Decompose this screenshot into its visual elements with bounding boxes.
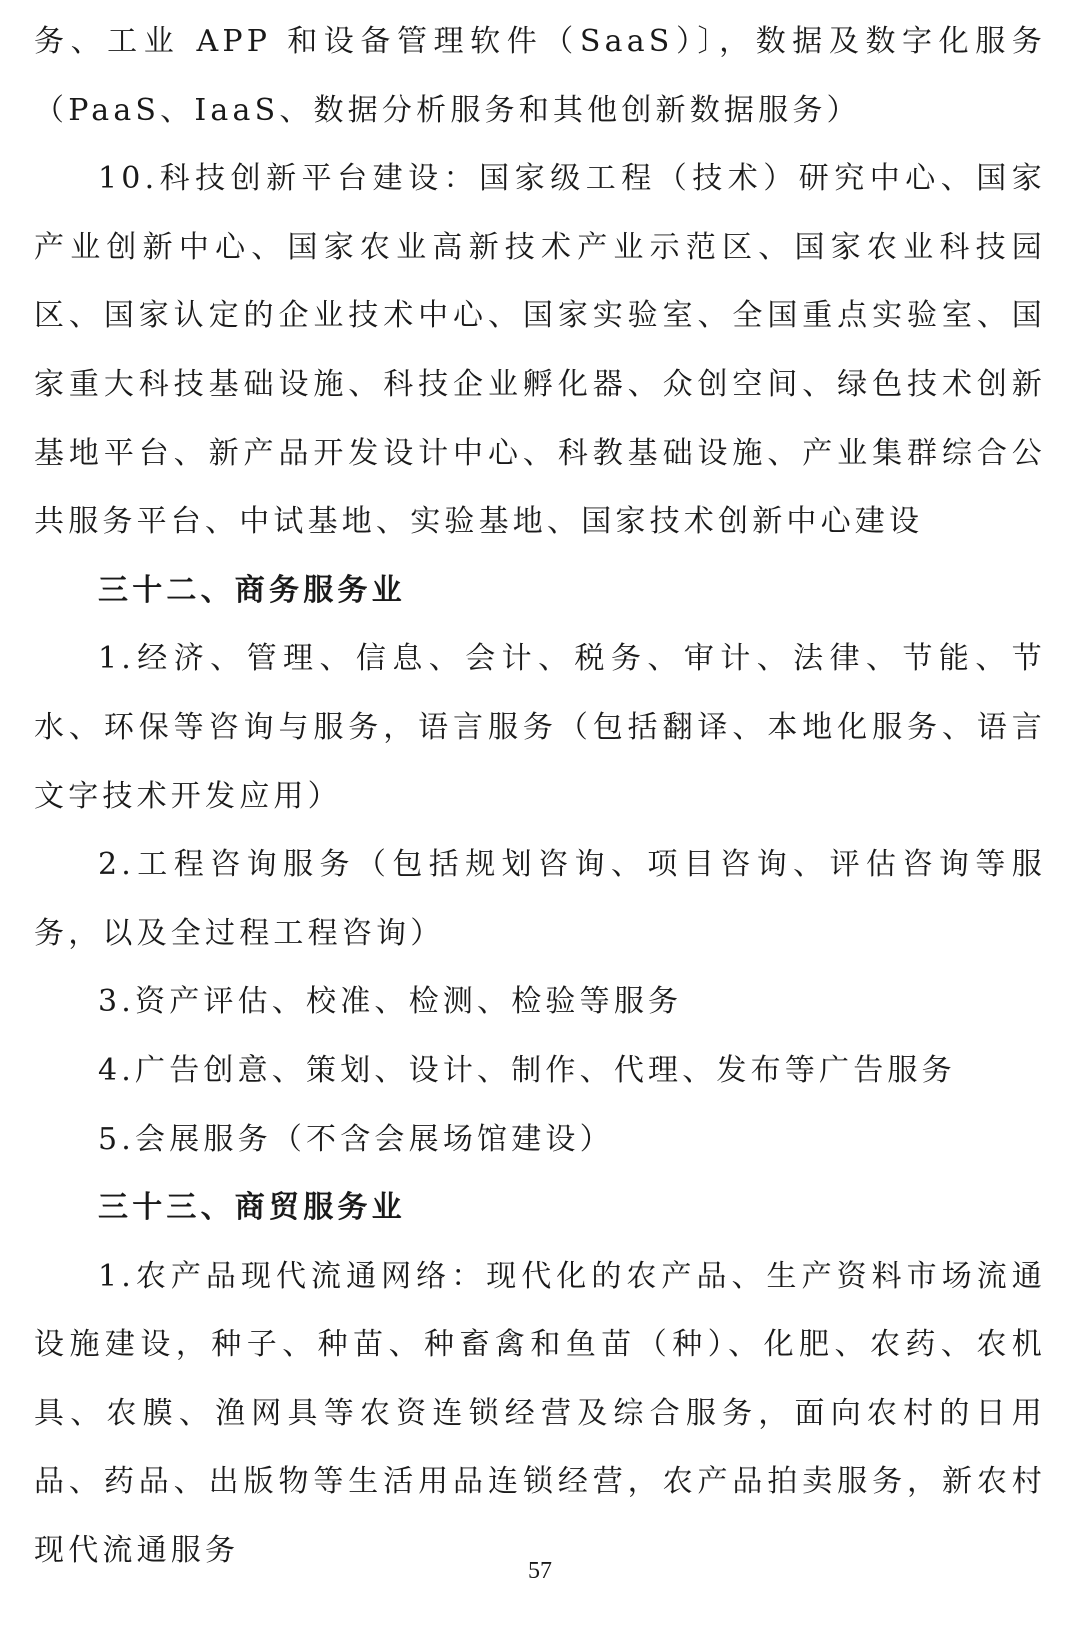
- section-heading-33: 三十三、商贸服务业: [98, 1190, 406, 1226]
- paragraph-item-10: 10.科技创新平台建设：国家级工程（技术）研究中心、国家产业创新中心、国家农业高新技术产业示范区、国家农业科技园区、国家认定的企业技术中心、国家实验室、全国重点实验室、国家重大科技基础设施、科技企业孵化器、众创空间、绿色技术创新基地平台、新产品开发设计中心、科教基础设施、产业集群综合公共服务平台、中试基地、实验基地、国家技术创新中心建设: [34, 161, 1046, 540]
- page-number: 57: [528, 1558, 552, 1584]
- paragraph-item-3: 3.资产评估、校准、检测、检验等服务: [98, 984, 683, 1020]
- paragraph-continuation: 务、工业 APP 和设备管理软件（SaaS）〕，数据及数字化服务（PaaS、IaaS、数据分析服务和其他创新数据服务）: [34, 24, 1046, 128]
- paragraph-item-1: 1.经济、管理、信息、会计、税务、审计、法律、节能、节水、环保等咨询与服务，语言服务（包括翻译、本地化服务、语言文字技术开发应用）: [34, 641, 1046, 814]
- paragraph-item-1b: 1.农产品现代流通网络：现代化的农产品、生产资料市场流通设施建设，种子、种苗、种畜禽和鱼苗（种）、化肥、农药、农机具、农膜、渔网具等农资连锁经营及综合服务，面向农村的日用品、药品、出版物等生活用品连锁经营，农产品拍卖服务，新农村现代流通服务: [34, 1258, 1046, 1569]
- paragraph-item-4: 4.广告创意、策划、设计、制作、代理、发布等广告服务: [98, 1052, 956, 1088]
- section-heading-32: 三十二、商务服务业: [98, 572, 406, 608]
- paragraph-item-2: 2.工程咨询服务（包括规划咨询、项目咨询、评估咨询等服务，以及全过程工程咨询）: [34, 847, 1046, 951]
- paragraph-item-5: 5.会展服务（不含会展场馆建设）: [98, 1121, 614, 1157]
